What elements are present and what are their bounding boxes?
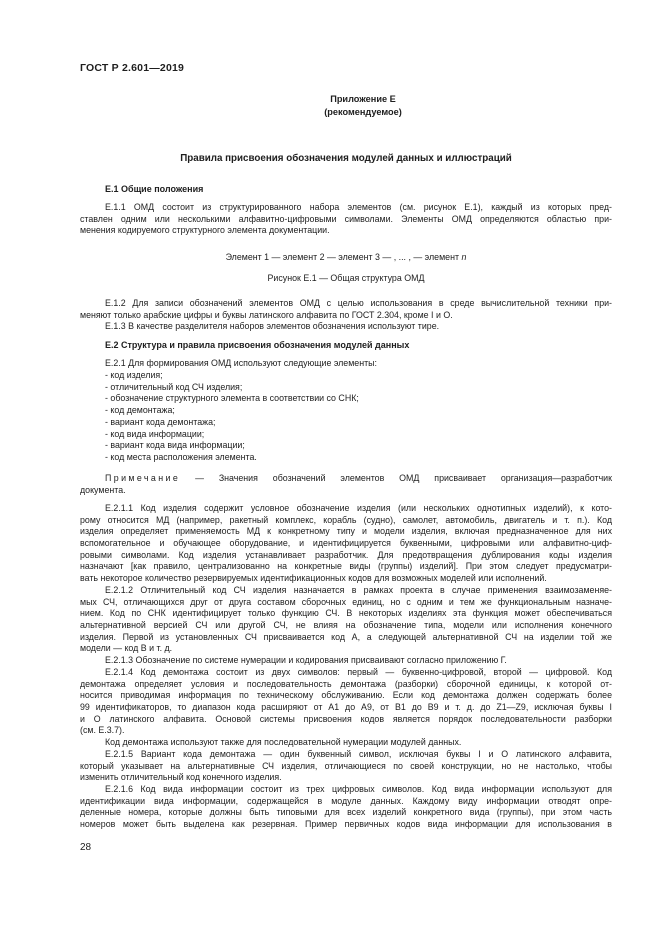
text-line: который указывает на альтернативные СЧ изделия, отличающиеся по своей конструкции, но не настолько, чтобы	[80, 760, 612, 771]
text-line: нием. Код по СНК идентифицирует только функцию СЧ. В некоторых изделиях эта функция может обеспечиваться	[80, 608, 612, 619]
text-line: Е.1.3 В качестве разделителя наборов элементов обозначения используют тире.	[105, 321, 440, 331]
text-line: Е.1.1 ОМД состоит из структурированного набора элементов (см. рисунок Е.1), каждый из которых пред-	[105, 202, 612, 212]
text-line: 99 идентификаторов, то диапазон кода расширяют от А1 до А9, от В1 до В9 и т. д. до Z1—Z9, исключая буквы I	[80, 702, 612, 713]
text-line: изделия определяет применяемость МД к конкретному типу и модели изделия, включая предназначенное для них	[80, 526, 612, 537]
text-line: деленные номера, которые должны быть типовыми для всех изделий конкретного вида (группы), при этом часть	[80, 807, 612, 818]
text-line: Е.2.1.2 Отличительный код СЧ изделия назначается в рамках проекта в случае применения взаимозаменяе-	[105, 585, 612, 595]
text-line: Е.2.1.6 Код вида информации состоит из трех цифровых символов. Код вида информации используют для	[105, 784, 612, 794]
paragraph-e2-1-3	[80, 655, 612, 667]
text-line: номеров может быть выделена как резервная. Пример первичных кодов вида информации для использования в	[80, 819, 612, 830]
annex-header	[250, 93, 476, 119]
paragraph-e1-3	[80, 321, 612, 333]
note-line	[80, 473, 612, 485]
list-item: - обозначение структурного элемента в соответствии со СНК;	[105, 393, 359, 404]
text-line: модели — код В и т. д.	[80, 643, 173, 654]
list-item: - код изделия;	[105, 370, 163, 380]
note-text: — Значения обозначений элементов ОМД присваивает организация—разработчик	[180, 473, 612, 483]
structure-formula	[80, 252, 612, 262]
section-heading-e2: Е.2 Структура и правила присвоения обозначения модулей данных	[105, 340, 410, 350]
text-line: носится приводимая информация по техническому обслуживанию. Если код демонтажа должен содержать более	[80, 690, 612, 701]
paragraph-e2-1-4-cont	[80, 737, 612, 749]
text-line: рому относится МД (например, ракетный комплекс, корабль (судно), самолет, автомобиль, двигатель и т. п.). Код	[80, 514, 612, 525]
formula-variable: n	[461, 252, 467, 262]
text-line: вспомогательное и обучающее оборудование, и идентифицируется буквенными, цифровыми или алфавитно-циф-	[80, 538, 612, 549]
paragraph-e1-2	[80, 298, 612, 321]
formula-text: Элемент 1 — элемент 2 — элемент 3 — , ... , — элемент	[225, 252, 462, 262]
note-continuation: документа.	[80, 484, 126, 495]
note-label: Примечание	[105, 473, 181, 483]
text-line: изделия. Первой из установленных СЧ присваивается код А, а следующей альтернативной СЧ на изделии той же	[80, 631, 612, 642]
text-line: идентификации вида информации, содержащейся в модуле данных. Каждому виду информации отводят опре-	[80, 795, 612, 806]
text-line: альтернативной версией СЧ или другой СЧ, не влияя на обозначение типа, модели или исполнения конечного	[80, 620, 612, 631]
text-line: и O латинского алфавита. Основой системы присвоения кодов является порядок последовательности разборки	[80, 713, 612, 724]
list-item: - код вида информации;	[105, 428, 205, 439]
text-line: демонтажа определяет условия и последовательность демонтажа (разборки) сборочной единицы, к которой от-	[80, 678, 612, 689]
text-line: Е.2.1.5 Вариант кода демонтажа — один буквенный символ, исключая буквы I и O латинского алфавита,	[105, 749, 612, 759]
paragraph-e2-1-2	[80, 585, 612, 655]
text-line: мых СЧ, отличающихся друг от друга составом сборочных единиц, но с одним и тем же функциональным назначе-	[80, 596, 612, 607]
text-line: меняют только арабские цифры и буквы латинского алфавита по ГОСТ 2.304, кроме I и O.	[80, 309, 453, 320]
note-block	[80, 473, 612, 496]
annex-subtitle: (рекомендуемое)	[324, 107, 402, 117]
paragraph-e2-1-6	[80, 784, 612, 831]
list-item: - вариант кода демонтажа;	[105, 416, 216, 427]
text-line: назначают [как правило, централизованно на конкретные виды (группы) изделий]. При этом следует предусматри-	[80, 561, 612, 572]
page-title: Правила присвоения обозначения модулей данных и иллюстраций	[180, 153, 512, 164]
list-item: - отличительный код СЧ изделия;	[105, 381, 243, 392]
text-line: Е.2.1.4 Код демонтажа состоит из двух символов: первый — буквенно-цифровой, второй — цифровой. Код	[105, 667, 612, 677]
elements-list	[105, 370, 359, 464]
paragraph-e2-1-5	[80, 749, 612, 784]
paragraph-e2-1-4	[80, 667, 612, 737]
text-line: Е.1.2 Для записи обозначений элементов ОМД с целью использования в среде вычислительной техники при-	[105, 298, 612, 308]
list-item: - вариант кода вида информации;	[105, 440, 245, 451]
list-item: - код места расположения элемента.	[105, 451, 257, 462]
list-item: - код демонтажа;	[105, 405, 175, 416]
figure-caption: Рисунок Е.1 — Общая структура ОМД	[267, 273, 425, 283]
document-id: ГОСТ Р 2.601—2019	[80, 62, 185, 74]
text-line: Е.2.1 Для формирования ОМД используют следующие элементы:	[105, 358, 377, 368]
text-line: ровыми символами. Код изделия устанавливает разработчик. Для предотвращения дублирования коды изделия	[80, 549, 612, 560]
page-number: 28	[80, 842, 92, 853]
text-line: вать некоторое количество резервируемых идентификационных кодов для возможных моделей или исполнений.	[80, 573, 547, 584]
text-line: ставлен одним или несколькими алфавитно-цифровыми символами. Элементы ОМД определяются областью при-	[80, 213, 612, 224]
paragraph-e2-1	[80, 358, 612, 370]
text-line: менения кодируемого структурного элемента документации.	[80, 225, 330, 236]
paragraph-e1-1	[80, 202, 612, 237]
text-line: (см. Е.3.7).	[80, 725, 125, 736]
section-heading-e1: Е.1 Общие положения	[105, 184, 204, 194]
paragraph-e2-1-1	[80, 503, 612, 585]
text-line: изменить отличительный код конечного изделия.	[80, 772, 282, 783]
text-line: Код демонтажа используют также для последовательной нумерации модулей данных.	[105, 737, 462, 747]
text-line: Е.2.1.3 Обозначение по системе нумерации и кодирования присваивают согласно приложению Г.	[105, 655, 507, 665]
annex-title: Приложение Е	[330, 94, 396, 104]
text-line: Е.2.1.1 Код изделия содержит условное обозначение изделия (или нескольких однотипных изделий), к кото-	[105, 503, 612, 513]
